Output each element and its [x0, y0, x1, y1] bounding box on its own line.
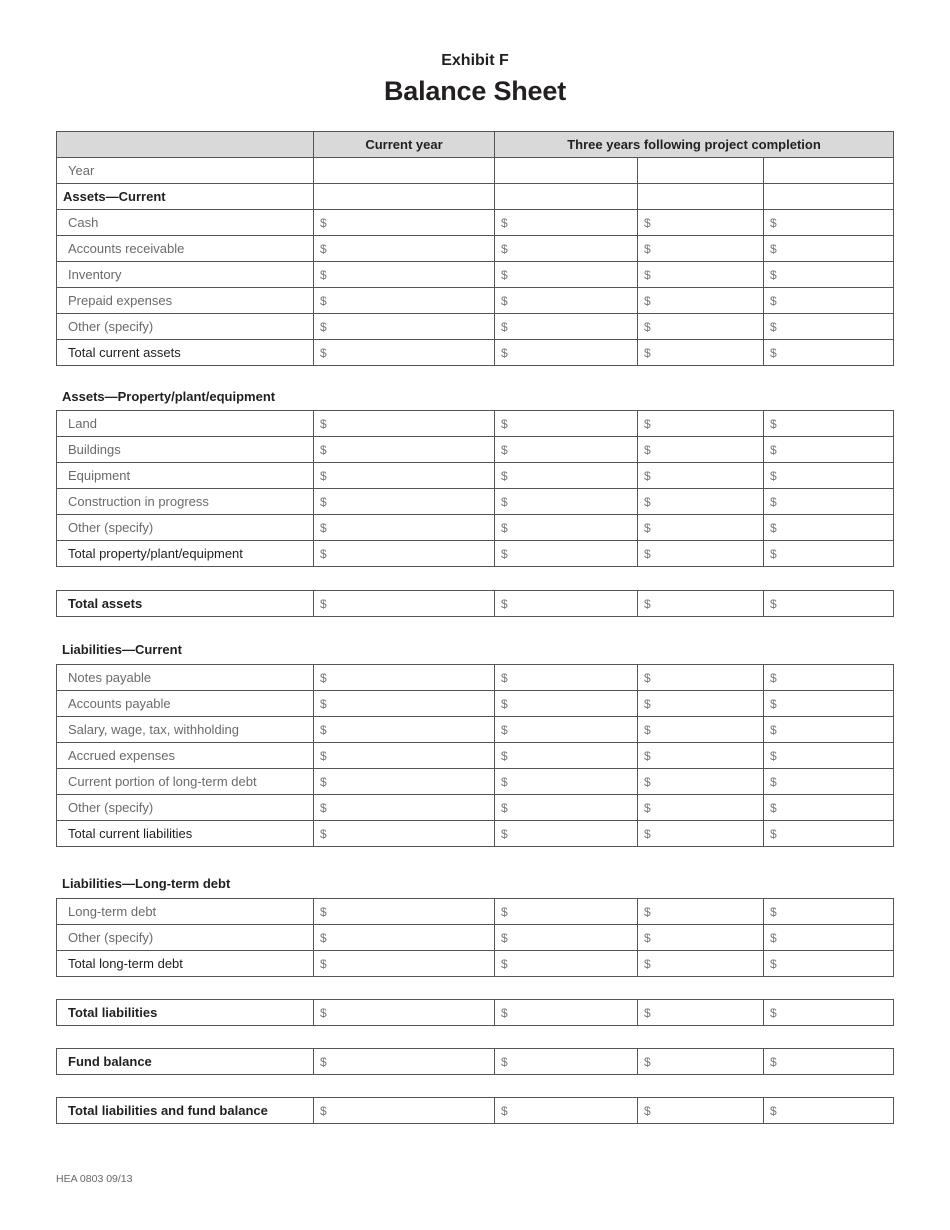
following-years-header: Three years following project completion	[495, 132, 894, 158]
row-label: Other (specify)	[57, 515, 314, 541]
current-assets-table	[56, 131, 894, 366]
total-assets-table	[56, 590, 894, 617]
table-row	[57, 541, 894, 567]
amount-field[interactable]: $	[764, 236, 894, 262]
amount-field[interactable]: $	[764, 340, 894, 366]
amount-field[interactable]: $	[638, 925, 764, 951]
current-year-header: Current year	[314, 132, 495, 158]
amount-field[interactable]: $	[314, 236, 495, 262]
amount-field[interactable]: $	[764, 951, 894, 977]
amount-field[interactable]: $	[764, 795, 894, 821]
amount-field[interactable]: $	[638, 411, 764, 437]
amount-field[interactable]: $	[314, 515, 495, 541]
amount-field[interactable]: $	[314, 821, 495, 847]
ppe-table	[56, 410, 894, 567]
amount-field[interactable]: $	[314, 314, 495, 340]
section-title-current-assets: Assets—Current	[57, 184, 314, 210]
amount-field[interactable]: $	[314, 340, 495, 366]
blank-cell	[638, 184, 764, 210]
amount-field[interactable]: $	[764, 262, 894, 288]
amount-field[interactable]: $	[495, 314, 638, 340]
amount-field[interactable]: $	[638, 951, 764, 977]
amount-field[interactable]: $	[314, 210, 495, 236]
row-label: Accrued expenses	[57, 743, 314, 769]
amount-field[interactable]: $	[495, 821, 638, 847]
amount-field[interactable]: $	[314, 951, 495, 977]
table-row	[57, 795, 894, 821]
amount-field[interactable]: $	[764, 717, 894, 743]
row-label: Current portion of long-term debt	[57, 769, 314, 795]
amount-field[interactable]: $	[314, 288, 495, 314]
section-title-current-liabilities: Liabilities—Current	[62, 642, 182, 657]
amount-field[interactable]: $	[314, 262, 495, 288]
row-label: Salary, wage, tax, withholding	[57, 717, 314, 743]
amount-field[interactable]: $	[638, 437, 764, 463]
amount-field[interactable]: $	[638, 795, 764, 821]
row-label: Accounts receivable	[57, 236, 314, 262]
table-row	[57, 743, 894, 769]
amount-field[interactable]: $	[638, 769, 764, 795]
year-input-2[interactable]	[638, 158, 764, 184]
amount-field[interactable]: $	[314, 743, 495, 769]
amount-field[interactable]: $	[638, 665, 764, 691]
row-label: Other (specify)	[57, 925, 314, 951]
amount-field[interactable]: $	[495, 691, 638, 717]
current-liabilities-table	[56, 664, 894, 847]
amount-field[interactable]: $	[314, 489, 495, 515]
amount-field[interactable]: $	[314, 463, 495, 489]
amount-field[interactable]: $	[638, 821, 764, 847]
total-liabilities-table	[56, 999, 894, 1026]
page-title: Balance Sheet	[384, 76, 566, 106]
row-label: Cash	[57, 210, 314, 236]
amount-field[interactable]: $	[495, 769, 638, 795]
row-label: Accounts payable	[57, 691, 314, 717]
amount-field[interactable]: $	[495, 899, 638, 925]
total-liabilities-fund-table	[56, 1097, 894, 1124]
amount-field[interactable]: $	[764, 411, 894, 437]
amount-field[interactable]: $	[764, 691, 894, 717]
table-row	[57, 691, 894, 717]
amount-field[interactable]: $	[638, 899, 764, 925]
amount-field[interactable]: $	[764, 1049, 894, 1075]
amount-field[interactable]: $	[638, 210, 764, 236]
amount-field[interactable]: $	[495, 951, 638, 977]
amount-field[interactable]: $	[764, 515, 894, 541]
amount-field[interactable]: $	[638, 591, 764, 617]
table-row	[57, 1049, 894, 1075]
blank-cell	[314, 184, 495, 210]
amount-field[interactable]: $	[495, 665, 638, 691]
total-row-label: Total property/plant/equipment	[57, 541, 314, 567]
amount-field[interactable]: $	[314, 1098, 495, 1124]
amount-field[interactable]: $	[314, 437, 495, 463]
amount-field[interactable]: $	[314, 717, 495, 743]
amount-field[interactable]: $	[638, 717, 764, 743]
table-row	[57, 288, 894, 314]
corner-header-cell	[57, 132, 314, 158]
table-row	[57, 236, 894, 262]
exhibit-label: Exhibit F	[441, 52, 509, 69]
table-row	[57, 437, 894, 463]
table-row	[57, 210, 894, 236]
amount-field[interactable]: $	[638, 314, 764, 340]
amount-field[interactable]: $	[638, 288, 764, 314]
year-input-3[interactable]	[764, 158, 894, 184]
table-row	[57, 340, 894, 366]
amount-field[interactable]: $	[638, 515, 764, 541]
section-title-longterm-debt: Liabilities—Long-term debt	[62, 876, 231, 891]
amount-field[interactable]: $	[314, 899, 495, 925]
amount-field[interactable]: $	[764, 288, 894, 314]
blank-cell	[764, 184, 894, 210]
year-input-1[interactable]	[495, 158, 638, 184]
amount-field[interactable]: $	[314, 1000, 495, 1026]
row-label: Buildings	[57, 437, 314, 463]
table-row	[57, 463, 894, 489]
amount-field[interactable]: $	[764, 665, 894, 691]
amount-field[interactable]: $	[314, 691, 495, 717]
table-row	[57, 925, 894, 951]
amount-field[interactable]: $	[638, 236, 764, 262]
total-row-label: Total current assets	[57, 340, 314, 366]
amount-field[interactable]: $	[764, 591, 894, 617]
row-label: Other (specify)	[57, 314, 314, 340]
amount-field[interactable]: $	[495, 340, 638, 366]
amount-field[interactable]: $	[638, 541, 764, 567]
table-row	[57, 1098, 894, 1124]
amount-field[interactable]: $	[495, 236, 638, 262]
row-label: Construction in progress	[57, 489, 314, 515]
amount-field[interactable]: $	[638, 691, 764, 717]
amount-field[interactable]: $	[495, 541, 638, 567]
fund-balance-label: Fund balance	[57, 1049, 314, 1075]
amount-field[interactable]: $	[638, 463, 764, 489]
amount-field[interactable]: $	[638, 1049, 764, 1075]
amount-field[interactable]: $	[495, 463, 638, 489]
amount-field[interactable]: $	[495, 925, 638, 951]
table-row	[57, 262, 894, 288]
amount-field[interactable]: $	[764, 743, 894, 769]
year-input-current[interactable]	[314, 158, 495, 184]
amount-field[interactable]: $	[764, 1098, 894, 1124]
table-row	[57, 489, 894, 515]
amount-field[interactable]: $	[764, 1000, 894, 1026]
amount-field[interactable]: $	[764, 899, 894, 925]
table-row	[57, 591, 894, 617]
table-row	[57, 1000, 894, 1026]
amount-field[interactable]: $	[638, 262, 764, 288]
table-row	[57, 951, 894, 977]
amount-field[interactable]: $	[764, 437, 894, 463]
table-row	[57, 717, 894, 743]
amount-field[interactable]: $	[314, 541, 495, 567]
row-label: Other (specify)	[57, 795, 314, 821]
row-label: Land	[57, 411, 314, 437]
amount-field[interactable]: $	[638, 1098, 764, 1124]
amount-field[interactable]: $	[495, 1098, 638, 1124]
amount-field[interactable]: $	[495, 717, 638, 743]
longterm-debt-table	[56, 898, 894, 977]
amount-field[interactable]: $	[638, 489, 764, 515]
amount-field[interactable]: $	[495, 515, 638, 541]
amount-field[interactable]: $	[495, 489, 638, 515]
table-row	[57, 665, 894, 691]
amount-field[interactable]: $	[495, 1049, 638, 1075]
amount-field[interactable]: $	[764, 210, 894, 236]
amount-field[interactable]: $	[764, 489, 894, 515]
year-label: Year	[57, 158, 314, 184]
row-label: Long-term debt	[57, 899, 314, 925]
amount-field[interactable]: $	[495, 262, 638, 288]
total-liabilities-label: Total liabilities	[57, 1000, 314, 1026]
table-row	[57, 411, 894, 437]
table-row	[57, 314, 894, 340]
form-number: HEA 0803 09/13	[56, 1173, 133, 1185]
amount-field[interactable]: $	[764, 769, 894, 795]
amount-field[interactable]: $	[764, 463, 894, 489]
fund-balance-table	[56, 1048, 894, 1075]
amount-field[interactable]: $	[314, 591, 495, 617]
amount-field[interactable]: $	[495, 1000, 638, 1026]
amount-field[interactable]: $	[495, 210, 638, 236]
amount-field[interactable]: $	[764, 541, 894, 567]
row-label: Equipment	[57, 463, 314, 489]
section-title-ppe: Assets—Property/plant/equipment	[62, 389, 276, 404]
amount-field[interactable]: $	[495, 795, 638, 821]
total-row-label: Total current liabilities	[57, 821, 314, 847]
amount-field[interactable]: $	[764, 821, 894, 847]
table-row	[57, 899, 894, 925]
amount-field[interactable]: $	[314, 1049, 495, 1075]
amount-field[interactable]: $	[314, 769, 495, 795]
row-label: Notes payable	[57, 665, 314, 691]
amount-field[interactable]: $	[495, 437, 638, 463]
table-row	[57, 515, 894, 541]
table-row	[57, 821, 894, 847]
amount-field[interactable]: $	[495, 591, 638, 617]
amount-field[interactable]: $	[638, 1000, 764, 1026]
amount-field[interactable]: $	[314, 665, 495, 691]
amount-field[interactable]: $	[314, 795, 495, 821]
row-label: Prepaid expenses	[57, 288, 314, 314]
amount-field[interactable]: $	[495, 743, 638, 769]
amount-field[interactable]: $	[764, 925, 894, 951]
amount-field[interactable]: $	[638, 340, 764, 366]
amount-field[interactable]: $	[495, 288, 638, 314]
blank-cell	[495, 184, 638, 210]
total-row-label: Total long-term debt	[57, 951, 314, 977]
row-label: Inventory	[57, 262, 314, 288]
total-assets-label: Total assets	[57, 591, 314, 617]
amount-field[interactable]: $	[314, 925, 495, 951]
amount-field[interactable]: $	[495, 411, 638, 437]
amount-field[interactable]: $	[314, 411, 495, 437]
table-row	[57, 769, 894, 795]
total-liabilities-fund-label: Total liabilities and fund balance	[57, 1098, 314, 1124]
amount-field[interactable]: $	[638, 743, 764, 769]
amount-field[interactable]: $	[764, 314, 894, 340]
